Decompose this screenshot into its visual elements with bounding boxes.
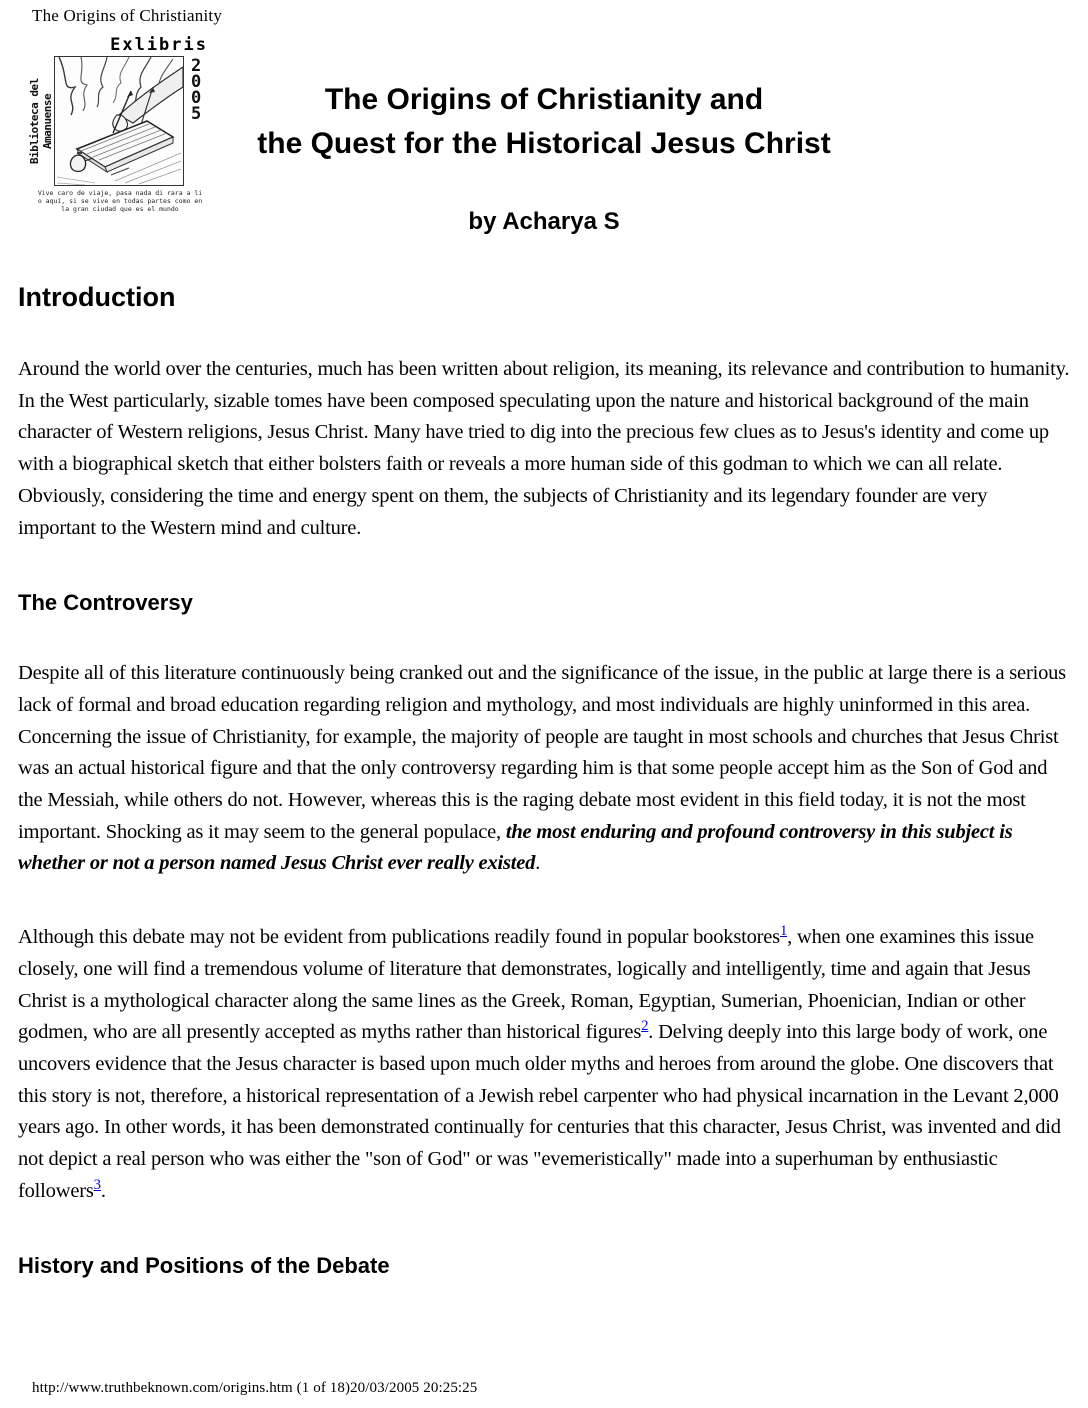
bookplate-side-text: Biblioteca del Amanuense [28, 78, 54, 164]
debate-text: Although this debate may not be evident from publications readily found in popular bookstores [18, 926, 780, 949]
exlibris-bookplate [28, 36, 210, 213]
controversy-emphasis: the most enduring and profound controversy in this subject is whether or not a person named Jesus Christ ever really existed [18, 820, 1013, 875]
heading-introduction: Introduction [18, 282, 176, 312]
page-title-line2: the Quest for the Historical Jesus Christ [257, 127, 831, 160]
controversy-text-end: . [535, 852, 541, 875]
url-footer: http://www.truthbeknown.com/origins.htm (1 of 18)20/03/2005 20:25:25 [32, 1380, 478, 1396]
bookplate-caption-line: o aquí, si se vive en todas partes como en [37, 197, 203, 205]
running-header: The Origins of Christianity [32, 6, 223, 25]
paragraph-controversy [18, 658, 1070, 880]
scribe-engraving-image [54, 56, 184, 186]
controversy-text: Despite all of this literature continuously being cranked out and the significance of the issue, in the public at large there is a serious lack of formal and broad education regarding religion and mythology, and most individuals are highly uninformed in this area. Concerning the issue of Christianity, for example, the majority of people are taught in most schools and churches that Jesus Christ was an actual historical figure and that the only controversy regarding him is that some people accept him as the Son of God and the Messiah, while others do not. However, whereas this is the raging debate most evident in this field today, it is not the most important. Shocking as it may seem to the general populace, [18, 662, 1066, 843]
debate-text: . Delving deeply into this large body of work, one uncovers evidence that the Jesus character is based upon much older myths and heroes from around the globe. One discovers that this story is not, therefore, a historical representation of a Jewish rebel carpenter who had physical incarnation in the Levant 2,000 years ago. In other words, it has been demonstrated continually for centuries that this character, Jesus Christ, was invented and did not depict a real person who was either the "son of God" or was "evemeristically" made into a superhuman by enthusiastic followers [18, 1021, 1061, 1202]
paragraph-introduction: Around the world over the centuries, much has been written about religion, its meaning, its relevance and contribution to humanity. In the West particularly, sizable tomes have been composed speculating upon the nature and historical background of the main character of Western religions, Jesus Christ. Many have tried to dig into the precious few clues as to Jesus's identity and come up with a biographical sketch that either bolsters faith or reveals a more human side of this godman to which we can all relate. Obviously, considering the time and energy spent on them, the subjects of Christianity and its legendary founder are very important to the Western mind and culture. [18, 358, 1070, 539]
footnote-sup-3 [94, 1177, 101, 1193]
footnote-link-1[interactable]: 1 [779, 923, 788, 940]
heading-history-and-positions: History and Positions of the Debate [18, 1253, 390, 1279]
exlibris-label: Exlibris [110, 35, 208, 55]
page-title-line1: The Origins of Christianity and [324, 83, 764, 116]
bookplate-caption [36, 189, 204, 213]
bookplate-caption-line: Vive caro de viaje, pasa nada di rara a li [37, 189, 203, 197]
scribe-writing-icon [55, 57, 183, 185]
document-body [18, 282, 1070, 1279]
footnote-link-2[interactable]: 2 [641, 1018, 649, 1035]
exlibris-year: 2005 [191, 56, 202, 124]
byline: by Acharya S [468, 208, 620, 235]
debate-text-end: . [100, 1179, 106, 1202]
heading-the-controversy: The Controversy [18, 590, 193, 616]
paragraph-debate [18, 922, 1070, 1207]
debate-text: , when one examines this issue closely, one will find a tremendous volume of literature that demonstrates, logically and intelligently, time and again that Jesus Christ is a mythological character along the same lines as the Greek, Roman, Egyptian, Sumerian, Phoenician, Indian or other godmen, who are all presently accepted as myths rather than historical figures [18, 926, 1034, 1044]
bookplate-row [28, 56, 210, 186]
bookplate-caption-line: la gran ciudad que es el mundo [61, 205, 179, 213]
footnote-link-3[interactable]: 3 [93, 1176, 101, 1193]
